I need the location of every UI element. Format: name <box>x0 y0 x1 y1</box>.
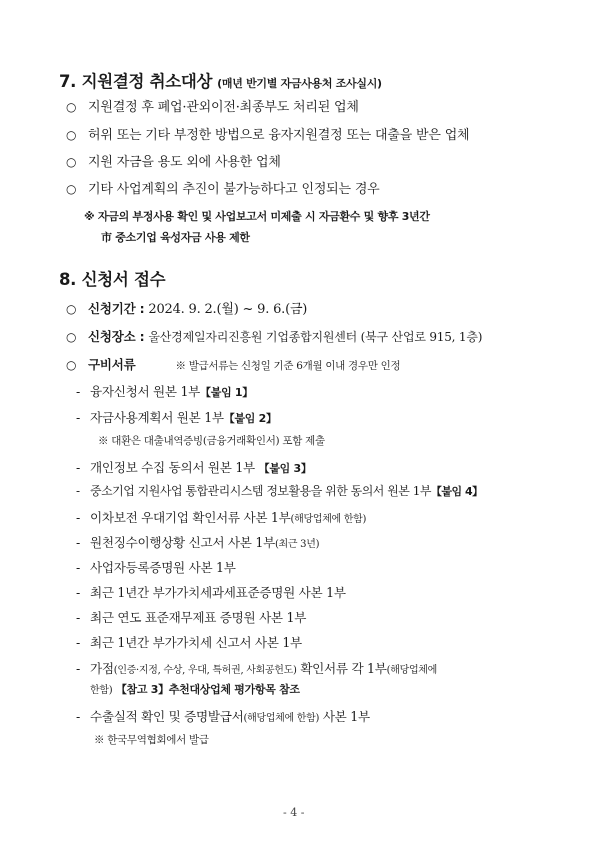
document-text: 수출실적 확인 및 증명발급서 <box>90 709 244 724</box>
document-item <box>76 507 366 526</box>
circle-bullet: ○ <box>66 128 77 142</box>
circle-bullet: ○ <box>66 302 77 316</box>
document-text: 개인정보 수집 동의서 원본 1부 <box>90 460 255 475</box>
dash-bullet: - <box>76 484 80 498</box>
document-text: 가점 <box>90 661 114 676</box>
circle-bullet: ○ <box>66 358 77 372</box>
dash-bullet: - <box>76 709 80 724</box>
dash-bullet: - <box>76 510 80 525</box>
dash-bullet: - <box>76 635 80 650</box>
docs-label: 구비서류 <box>88 357 136 372</box>
dash-bullet: - <box>76 535 80 550</box>
document-item <box>76 557 236 576</box>
dash-bullet: - <box>76 384 80 399</box>
dash-bullet: - <box>76 610 80 625</box>
document-subnote: ※ 대환은 대출내역증빙(금융거래확인서) 포함 제출 <box>98 435 325 447</box>
list-item-text: 지원 자금을 용도 외에 사용한 업체 <box>88 155 281 170</box>
circle-bullet: ○ <box>66 100 77 114</box>
document-qualifier: 한함) <box>90 685 113 696</box>
document-item <box>76 607 306 626</box>
attachment-tag: 【붙임 4】 <box>430 485 483 498</box>
dash-bullet: - <box>76 460 80 475</box>
section-7-note-line-1: ※ 자금의 부정사용 확인 및 사업보고서 미제출 시 자금환수 및 향후 3년간 <box>84 210 430 223</box>
document-qualifier: (최근 3년) <box>274 539 320 550</box>
dash-bullet: - <box>76 661 80 676</box>
document-text: 원천징수이행상황 신고서 사본 1부 <box>90 535 275 550</box>
document-text: 융자신청서 원본 1부 <box>90 384 201 399</box>
list-item-text: 기타 사업계획의 추진이 불가능하다고 인정되는 경우 <box>88 182 380 197</box>
place-value: 울산경제일자리진흥원 기업종합지원센터 (북구 산업로 915, 1층) <box>148 330 483 344</box>
document-qualifier: (해당업체에 <box>386 665 438 676</box>
section-7-subtitle: (매년 반기별 자금사용처 조사실시) <box>217 77 382 90</box>
list-item <box>66 151 281 170</box>
page-number: - 4 - <box>283 806 305 819</box>
docs-note: ※ 발급서류는 신청일 기준 6개월 이내 경우만 인정 <box>175 360 401 372</box>
place-label: 신청장소 : <box>88 329 145 344</box>
document-item <box>76 457 312 476</box>
circle-bullet: ○ <box>66 182 77 196</box>
document-text: 사본 1부 <box>319 709 370 724</box>
reference-tag: 【참고 3】추천대상업체 평가항목 참조 <box>112 683 300 696</box>
attachment-tag: 【붙임 1】 <box>200 386 253 399</box>
list-item <box>66 124 469 143</box>
document-text: 이차보전 우대기업 확인서류 사본 1부 <box>90 510 291 525</box>
document-item <box>76 532 319 551</box>
document-text: 자금사용계획서 원본 1부 <box>90 410 224 425</box>
section-7-title: 7. 지원결정 취소대상 <box>59 72 213 91</box>
attachment-tag: 【붙임 2】 <box>223 412 277 425</box>
document-item <box>76 632 302 651</box>
document-text: 확인서류 각 1부 <box>296 661 387 676</box>
dash-bullet: - <box>76 560 80 575</box>
document-item <box>76 407 277 426</box>
document-qualifier: (인증·지정, 수상, 우대, 특허권, 사회공헌도) <box>113 665 297 676</box>
dash-bullet: - <box>76 410 80 425</box>
list-item <box>66 96 359 115</box>
document-text: 사업자등록증명원 사본 1부 <box>90 560 236 575</box>
document-text: 최근 1년간 부가가치세 신고서 사본 1부 <box>90 635 302 650</box>
document-text: 최근 연도 표준재무제표 증명원 사본 1부 <box>90 610 307 625</box>
period-value: 2024. 9. 2.(월) ~ 9. 6.(금) <box>148 302 308 317</box>
circle-bullet: ○ <box>66 155 77 169</box>
attachment-tag: 【붙임 3】 <box>258 462 312 475</box>
required-documents-heading <box>66 355 400 373</box>
section-7-note-line-2: 市 중소기업 육성자금 사용 제한 <box>101 231 250 244</box>
application-place <box>66 327 482 345</box>
list-item-text: 허위 또는 기타 부정한 방법으로 융자지원결정 또는 대출을 받은 업체 <box>88 128 470 143</box>
document-item <box>76 381 253 400</box>
application-period <box>66 298 307 317</box>
document-qualifier: (해당업체에 한함) <box>290 514 367 525</box>
document-item <box>76 582 346 601</box>
document-item <box>76 706 370 725</box>
section-8-heading <box>59 266 165 290</box>
document-text: 중소기업 지원사업 통합관리시스템 정보활용을 위한 동의서 원본 1부 <box>90 484 431 498</box>
document-item-continued <box>90 681 300 697</box>
document-qualifier: (해당업체에 한함) <box>243 713 320 724</box>
section-7-heading <box>59 68 382 92</box>
document-item <box>76 658 437 677</box>
document-item <box>76 482 483 499</box>
document-subnote: ※ 한국무역협회에서 발급 <box>94 734 209 746</box>
list-item <box>66 178 380 197</box>
dash-bullet: - <box>76 585 80 600</box>
document-text: 최근 1년간 부가가치세과세표준증명원 사본 1부 <box>90 585 346 600</box>
section-8-title: 8. 신청서 접수 <box>59 270 166 289</box>
period-label: 신청기간 : <box>88 301 145 316</box>
list-item-text: 지원결정 후 폐업·관외이전·최종부도 처리된 업체 <box>88 100 359 115</box>
circle-bullet: ○ <box>66 330 77 344</box>
